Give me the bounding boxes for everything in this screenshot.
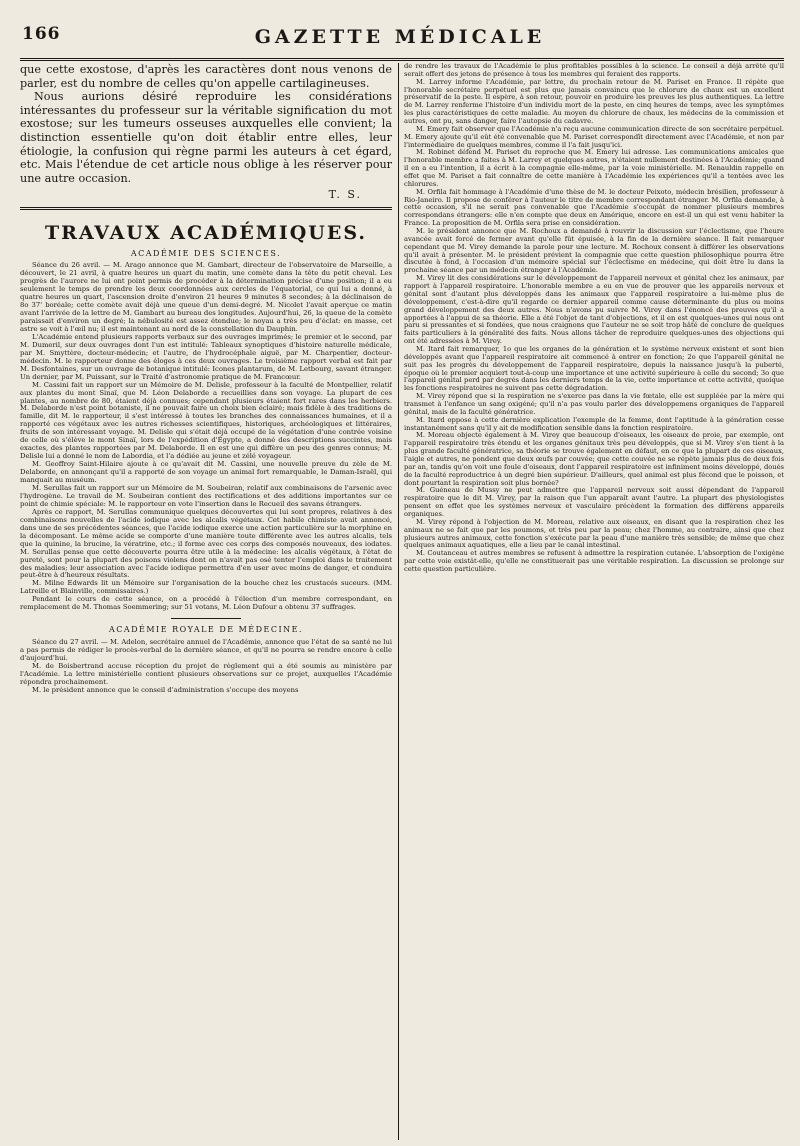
paragraph: L'Académie entend plusieurs rapports verbaux sur des ouvrages imprimés; le premier et le second, par M. Dumeril, sur deux ouvrages dont l'un est intitulé: Tableaux synoptiques d'histoire naturelle médicale, par M. Smyttère, docteur-médecin; et l'autre, de l'hydrocéphale aiguë, par M. Charpentier, docteur-médecin. M. le rapporteur donne des éloges à ces deux ouvrages. Le troisième rapport verbal est fait par M. Desfontaines, sur un ouvrage de botanique intitulé: Icones plantarum, de M. Letbourg, savant étranger. Un dernier, par M. Puissant, sur le Traité d'astronomie pratique de M. Francœur.: [20, 332, 392, 381]
left-column: [20, 63, 392, 1142]
section-title-medecine: ACADÉMIE ROYALE DE MÉDECINE.: [108, 625, 304, 635]
intro-paragraph: Nous aurions désiré reproduire les considérations intéressantes du professeur sur la véritable signification du mot exostose; sur les tumeurs osseuses auxquelles elle convient; la distinction essentielle qu'on doit établir entre elles, leur étiologie, la confusion qui règne parmi les auteurs à cet égard, etc. Mais l'étendue de cet article nous oblige à les réserver pour une autre occasion.: [20, 90, 392, 185]
main-title: TRAVAUX ACADÉMIQUES.: [45, 222, 367, 245]
paragraph: M. Cassini fait un rapport sur un Mémoire de M. Delisle, professeur à la faculté de Montpellier, relatif aux plantes du mont Sinaï, que M. Léon Delaborde a recueillies dans son voyage. La plupart de ces plantes, au nombre de 80, étaient déjà connues; cependant plusieurs étaient fort rares dans les herbiers. M. Delaborde n'est point botaniste, il ne pouvait faire un choix bien éclairé; mais fidèle à des traditions de famille, dit M. le rapporteur, il s'est intéressé à toutes les branches des connaissances humaines, et il a rapporté ces végétaux avec les autres richesses scientifiques, historiques, archéologiques et littéraires, fruits de son intéressant voyage. M. Delisle qui s'était déjà occupé de la végétation d'une contrée voisine de celle où s'élève le mont Sinaï, lors de l'expédition d'Égypte, a donné des descriptions succintes, mais exactes, des plantes rapportées par M. Delaborde. Il en est une qui diffère un peu des genres connus; M. Delisle lui a donné le nom de Labordia, et l'a dédiée au jeune et zélé voyageur.: [20, 380, 392, 461]
paragraph: M. Moreau objecte également à M. Virey que beaucoup d'oiseaux, les oiseaux de proie, par exemple, ont l'appareil respiratoire très étendu et les organes génitaux très peu développés, que si M. Virey s'en tient à la plus grande faculté génératrice, sa théorie se trouve également en défaut, en ce que la plupart de ces oiseaux, l'aigle et autres, ne pondent que deux œufs par couvée; que cette couvée ne se répète jamais plus de deux fois par an, tandis qu'on voit une foule d'oiseaux, dont l'appareil respiratoire est infiniment moins développé, doués de la faculté reproductrice à un degré bien supérieur. D'ailleurs, quel animal est plus fécond que le poisson, et dont pourtant la respiration soit plus bornée?: [404, 431, 784, 487]
paragraph: M. Virey répond à l'objection de M. Moreau, relative aux oiseaux, en disant que la respiration chez les animaux ne se fait que par les poumons, et très peu par la peau; chez l'homme, au contraire, ainsi que chez plusieurs autres animaux, cette fonction s'exécute par la peau d'une manière très sensible; de même que chez quelques animaux aquatiques, elle a lieu par le canal intestinal.: [404, 517, 784, 550]
paragraph: M. Robinet défend M. Pariset du reproche que M. Emery lui adresse. Les communications amicales que l'honorable membre a faites à M. Larrey et quelques autres, n'étaient nullement destinées à l'Académie; quand il en a eu l'intention, il a écrit à la compagnie elle-même, par la voie ministérielle. M. Renauldin rappelle en effet que M. Pariset a fait connaître de cette manière à l'Académie les expériences qu'il a tentées avec les chlorures.: [404, 148, 784, 188]
paragraph: M. Orfila fait hommage à l'Académie d'une thèse de M. le docteur Peixoto, médecin brésilien, professeur à Rio-Janeiro. Il propose de conférer à l'auteur le titre de membre correspondant étranger. M. Orfila demande, à cette occasion, s'il ne serait pas convenable que l'Académie s'occupât de nommer plusieurs membres correspondans étrangers: elle n'en compte que deux en Amérique, encore en est-il un qui est venu habiter la France. La proposition de M. Orfila sera prise en considération.: [404, 187, 784, 228]
paragraph: de rendre les travaux de l'Académie le plus profitables possibles à la science. Le conseil a déjà arrêté qu'il serait offert des jetons de présence à tous les membres qui feraient des rapports.: [404, 63, 784, 78]
paragraph: M. Geoffroy Saint-Hilaire ajoute à ce qu'avait dit M. Cassini, une nouvelle preuve du zèle de M. Delaborde, en annonçant qu'il a rapporté de son voyage un animal fort remarquable, le Daman-Israël, qui manquait au muséum.: [20, 460, 392, 485]
paragraph: M. Emery fait observer que l'Académie n'a reçu aucune communication directe de son secrétaire perpétuel. M. Emery ajoute qu'il eût été convenable que M. Pariset correspondît directement avec l'Académie, et non par l'intermédiaire de quelques membres, comme il l'a fait jusqu'ici.: [404, 124, 784, 149]
section-divider: [20, 207, 392, 210]
paragraph: M. Virey répond que si la respiration ne s'exerce pas dans la vie fœtale, elle est suppléée par la mère qui transmet à l'enfance un sang oxigéné; qu'il n'a pas voulu parler des développemens organiques de l'appareil génital, mais de la faculté génératrice.: [404, 392, 784, 416]
short-rule: [171, 618, 241, 619]
paragraph: M. le président annonce que M. Rochoux a demandé à rouvrir la discussion sur l'éclectisme, que l'heure avancée avait forcé de fermer avant qu'elle fût épuisée, à la fin de la dernière séance. Il fait remarquer cependant que M. Virey demande la parole pour une lecture. M. Rochoux consent à différer les observations qu'il avait à présenter. M. le président prévient la compagnie que cette question philosophique pourra être discutée à fond, à l'occasion d'un mémoire spécial sur l'éclectisme en médecine, qui doit être lu dans la prochaine séance par un médecin étranger à l'Académie.: [404, 227, 784, 275]
article-signature: T. S.: [328, 188, 362, 202]
paragraph: M. Milne Edwards lit un Mémoire sur l'organisation de la bouche chez les crustacés suceurs. (MM. Latreille et Blainville, commissaires.): [20, 579, 392, 596]
section-title-sciences: ACADÉMIE DES SCIENCES.: [130, 249, 282, 259]
header-rule: [20, 58, 784, 61]
paragraph: M. Guéneau de Mussy ne peut admettre que l'appareil nerveux soit aussi dépendant de l'appareil respiratoire que le dit M. Virey, par la raison que l'un apparaît avant l'autre. La plupart des physiologistes pensent en effet que les systèmes nerveux et vasculaire précèdent la formation des différens appareils organiques.: [404, 486, 784, 518]
intro-paragraph: que cette exostose, d'après les caractères dont nous venons de parler, est du nombre de celles qu'on appelle cartilagineuses.: [20, 63, 392, 90]
column-separator: [398, 63, 399, 1140]
paragraph: M. Itard fait remarquer, 1o que les organes de la génération et le système nerveux existent et sont bien développés avant que l'appareil respiratoire ait commencé à entrer en fonction; 2o que l'appareil génital ne suit pas les progrès du développement de l'appareil respiratoire, depuis la naissance jusqu'à la puberté, époque où le premier acquiert tout-à-coup une importance et une activité supérieure à celle du second; 3o que l'appareil génital perd par degrés dans les derniers temps de la vie, cette importance et cette activité, quoique les fonctions respiratoires ne suivent pas cette dégradation.: [404, 344, 784, 393]
paragraph: M. de Boisbertrand accuse réception du projet de règlement qui a été soumis au ministère par l'Académie. La lettre ministérielle contient plusieurs observations sur ce projet, auxquelles l'Académie répondra prochainement.: [20, 662, 392, 686]
paragraph: Séance du 26 avril. — M. Arago annonce que M. Gambart, directeur de l'observatoire de Marseille, a découvert, le 21 avril, à quatre heures un quart du matin, une comète dans la tête du petit cheval. Les progrès de l'aurore ne lui ont point permis de procéder à la détermination précise d'une position; il a eu seulement le temps de prendre les deux coordonnées aux cercles de l'équatorial, ce qui lui a donné, à quatre heures un quart, l'ascension droite d'environ 21 heures 9 minutes 8 secondes; à la déclinaison de 8o 37' boréale; cette comète avait déjà une queue d'un demi-degré. M. Nicolet l'avait aperçue ce matin avant l'arrivée de la lettre de M. Gambart au bureau des longitudes. Aujourd'hui, 26, la queue de la comète paraissait d'environ un degré; la nébulosité est assez étendue; le noyau a très peu d'éclat: en masse, cet astre se voit à l'œil nu; il est maintenant au nord de la constellation du Dauphin.: [20, 261, 392, 333]
paragraph: M. Coutanceau et autres membres se refusent à admettre la respiration cutanée. L'absorption de l'oxigène par cette voie existât-elle, qu'elle ne constituerait pas une véritable respiration. La discussion se prolonge sur cette question particulière.: [404, 549, 784, 573]
paragraph: M. le président annonce que le conseil d'administration s'occupe des moyens: [32, 685, 299, 694]
right-column: [404, 63, 784, 1142]
page-number: 166: [22, 24, 61, 44]
paragraph: Pendant le cours de cette séance, on a procédé à l'élection d'un membre correspondant, en remplacement de M. Thomas Soemmering; sur 51 votans, M. Léon Dufour a obtenu 37 suffrages.: [20, 595, 392, 612]
paragraph: M. Larrey informe l'Académie, par lettre, du prochain retour de M. Pariset en France. Il répète que l'honorable secrétaire perpétuel est plus que jamais convaincu que le chlorure de chaux est un excellent préservatif de la peste. Il espère, à son retour, pouvoir en produire les preuves les plus authentiques. La lettre de M. Larrey renferme l'histoire d'un individu mort de la peste, en cinq heures de temps, avec les symptômes les plus caractéristiques de cette maladie. Au moyen du chlorure de chaux, les médecins de la commission et autres, ont pu, sans danger, faire l'autopsie du cadavre.: [404, 77, 784, 126]
paragraph: M. Serullas fait un rapport sur un Mémoire de M. Soubeiran, relatif aux combinaisons de l'arsenic avec l'hydrogène. Le travail de M. Soubeiran contient des rectifications et des additions importantes sur ce point de chimie spéciale: M. le rapporteur en vote l'insertion dans le Recueil des savans étrangers.: [20, 483, 392, 508]
paragraph: M. Virey lit des considérations sur le développement de l'appareil nerveux et génital chez les animaux, par rapport à l'appareil respiratoire. L'honorable membre a eu en vue de prouver que les appareils nerveux et génital sont d'autant plus développés dans les animaux que l'appareil respiratoire a lui-même plus de développement, c'est-à-dire qu'il regarde ce dernier appareil comme cause déterminante du plus ou moins grand développement des deux autres. Nous n'avons pu suivre M. Virey dans l'énoncé des preuves qu'il a apportées à l'appui de sa théorie. Elle a été l'objet de tant d'objections, et il en est quelques-unes qui nous ont paru si pressantes et si fondées, que nous craignons que l'auteur ne se soit trop hâté de conclure de quelques faits particuliers à la généralité des faits. Nous allons tâcher de reproduire quelques-unes des objections qui ont été adressées à M. Virey.: [404, 274, 784, 346]
paragraph: M. Itard oppose à cette dernière explication l'exemple de la femme, dont l'aptitude à la génération cesse instantanément sans qu'il y ait de modification sensible dans la fonction respiratoire.: [404, 415, 784, 432]
paragraph: Après ce rapport, M. Serullas communique quelques découvertes qui lui sont propres, relatives à des combinaisons nouvelles de l'acide iodique avec les alcalis végétaux. Cet habile chimiste avait annoncé, dans une de ses précédentes séances, que l'acide iodique exerce une action particulière sur la morphine en la décomposant. Le même acide se comporte d'une manière toute différente avec les autres alcalis, tels que la quinine, la brucine, la vératrine, etc.; il forme avec ces corps des composés nouveaux, des iodates. M. Serullas pense que cette découverte pourra être utile à la médecine: les alcalis végétaux, à l'état de pureté, sont pour la plupart des poisons violens dont on n'avait pas osé tenter l'emploi dans le traitement des maladies; leur association avec l'acide iodique permettra d'en user avec moins de danger, et conduira peut-être à d'heureux résultats.: [20, 507, 392, 580]
paragraph: Séance du 27 avril. — M. Adelon, secrétaire annuel de l'Académie, annonce que l'état de sa santé ne lui a pas permis de rédiger le procès-verbal de la dernière séance, et qu'il ne pourra se rendre encore à celle d'aujourd'hui.: [20, 638, 392, 663]
journal-title: GAZETTE MÉDICALE: [254, 26, 546, 48]
